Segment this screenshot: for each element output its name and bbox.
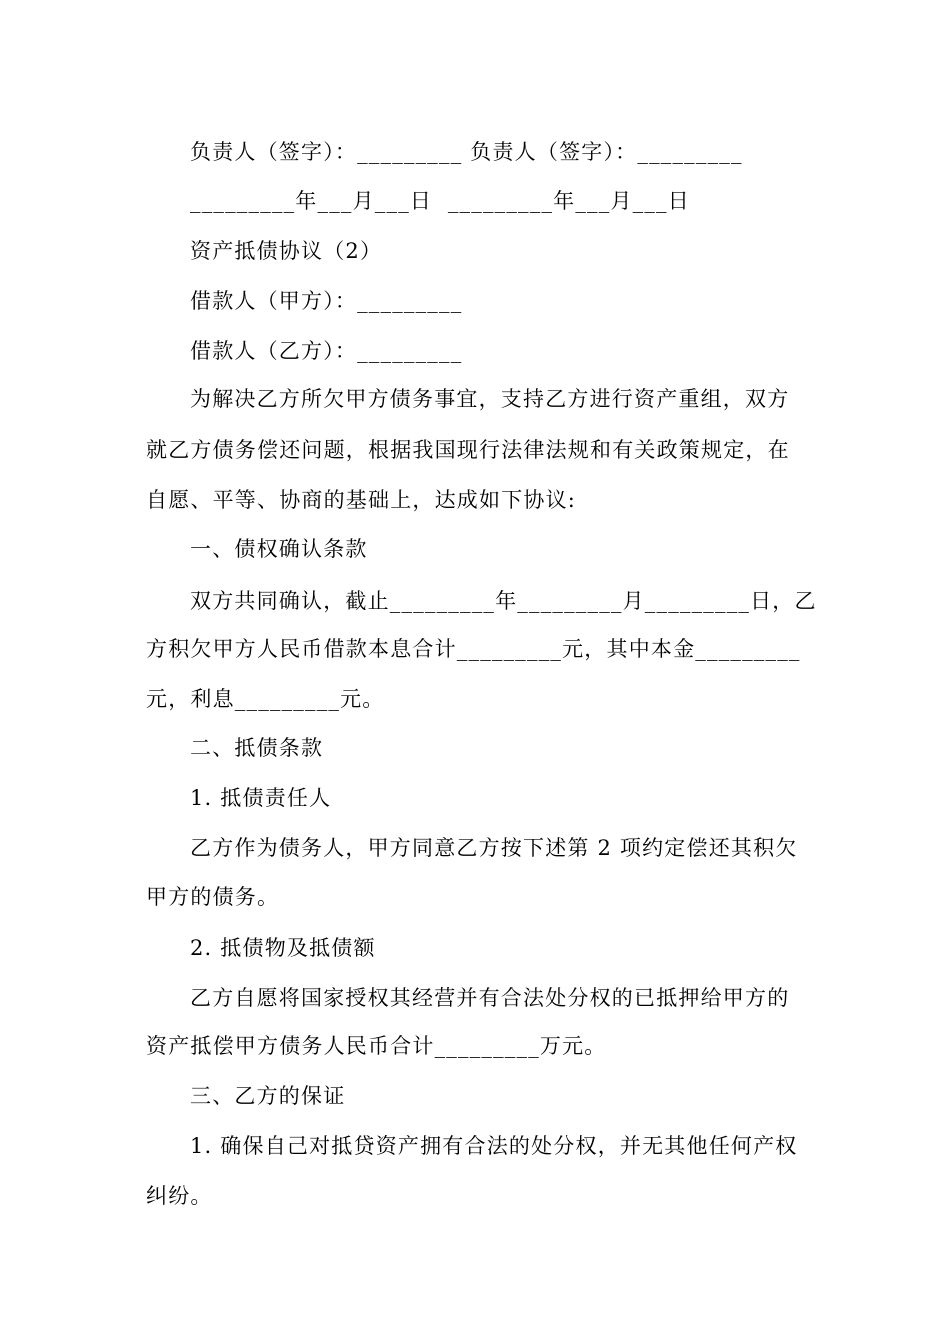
subsection-2-2-heading: 2. 抵债物及抵债额 — [190, 936, 376, 960]
section-1-line-1: 双方共同确认，截止_________年_________月_________日，乙 — [190, 589, 817, 613]
date-line: _________年___月___日 _________年___月___日 — [190, 189, 690, 213]
document-title: 资产抵债协议（2） — [190, 239, 383, 263]
section-heading-1: 一、债权确认条款 — [190, 537, 368, 561]
preamble-line-2: 就乙方债务偿还问题，根据我国现行法律法规和有关政策规定，在 — [146, 438, 790, 462]
preamble-line-1: 为解决乙方所欠甲方债务事宜，支持乙方进行资产重组，双方 — [190, 387, 790, 411]
subsection-2-2-line-1: 乙方自愿将国家授权其经营并有合法处分权的已抵押给甲方的 — [190, 986, 790, 1010]
preamble-line-3: 自愿、平等、协商的基础上，达成如下协议: — [146, 488, 577, 512]
section-heading-3: 三、乙方的保证 — [190, 1084, 346, 1108]
section-1-line-2: 方积欠甲方人民币借款本息合计_________元，其中本金_________ — [146, 637, 801, 661]
subsection-2-1-line-2: 甲方的债务。 — [146, 885, 280, 909]
section-3-item-1-line-2: 纠纷。 — [146, 1184, 213, 1208]
party-b-line: 借款人（乙方）：_________ — [190, 339, 463, 363]
subsection-2-2-line-2: 资产抵偿甲方债务人民币合计_________万元。 — [146, 1034, 607, 1058]
section-heading-2: 二、抵债条款 — [190, 736, 324, 760]
subsection-2-1-heading: 1. 抵债责任人 — [190, 786, 332, 810]
subsection-2-1-line-1: 乙方作为债务人，甲方同意乙方按下述第 2 项约定偿还其积欠 — [190, 836, 798, 860]
signature-line: 负责人（签字）：_________ 负责人（签字）：_________ — [190, 140, 743, 164]
party-a-line: 借款人（甲方）：_________ — [190, 289, 463, 313]
section-3-item-1-line-1: 1. 确保自己对抵贷资产拥有合法的处分权，并无其他任何产权 — [190, 1134, 798, 1158]
section-1-line-3: 元，利息_________元。 — [146, 687, 385, 711]
